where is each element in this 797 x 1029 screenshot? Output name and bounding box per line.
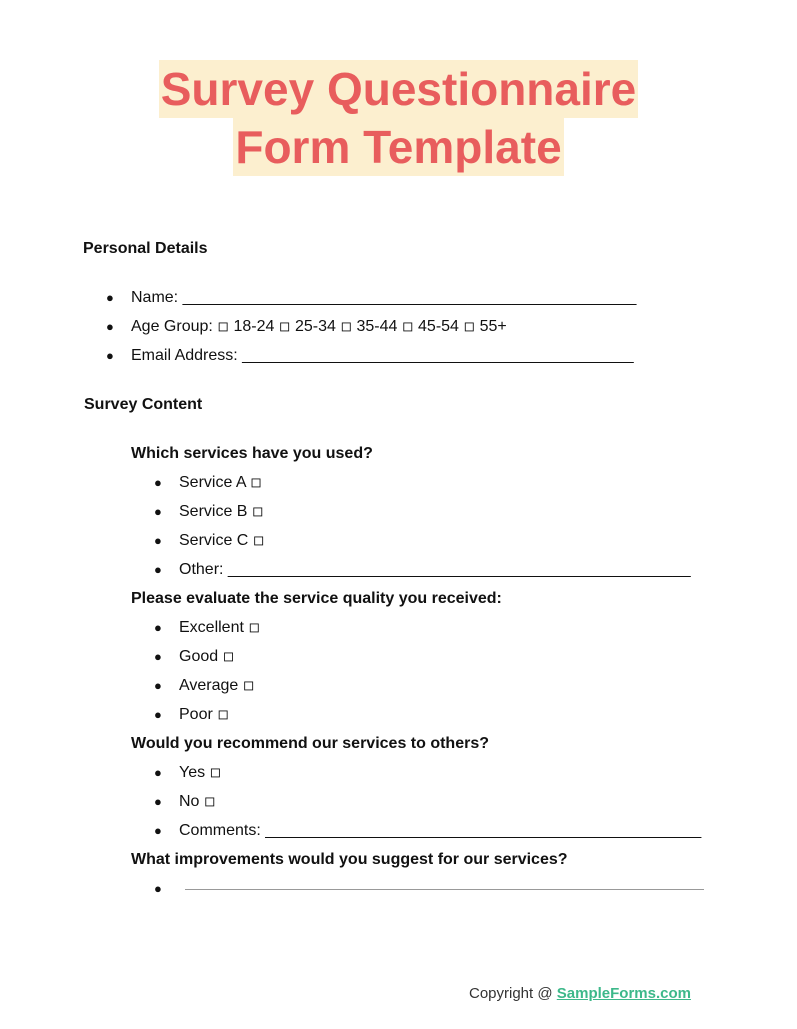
- bullet-icon: ●: [154, 823, 162, 838]
- bullet-icon: ●: [154, 562, 162, 577]
- survey-content-heading: Survey Content: [84, 396, 203, 413]
- question-improvements: What improvements would you suggest for our services?: [131, 851, 568, 868]
- bullet-icon: ●: [154, 707, 162, 722]
- bullet-icon: ●: [106, 348, 114, 363]
- bullet-icon: ●: [154, 649, 162, 664]
- bullet-icon: ●: [154, 533, 162, 548]
- brand-link[interactable]: SampleForms.com: [556, 985, 691, 1002]
- copyright-prefix: Copyright @: [469, 985, 557, 1002]
- option-poor[interactable]: ● Poor ◽: [131, 700, 701, 729]
- answer-blank-line: [185, 889, 704, 890]
- title-line-2: Form Template: [233, 118, 563, 176]
- bullet-icon: ●: [154, 794, 162, 809]
- bullet-icon: ●: [154, 765, 162, 780]
- name-field[interactable]: ● Name: ___________________________________________________: [83, 283, 636, 312]
- bullet-icon: ●: [154, 475, 162, 490]
- document-title: [0, 60, 797, 176]
- option-service-c[interactable]: ● Service C ◽: [131, 526, 701, 555]
- personal-details-list: [83, 283, 636, 370]
- bullet-icon: ●: [154, 881, 162, 896]
- question-recommend: Would you recommend our services to others?: [131, 735, 489, 752]
- improvements-answer-line[interactable]: [131, 874, 701, 903]
- bullet-icon: ●: [154, 620, 162, 635]
- option-average[interactable]: ● Average ◽: [131, 671, 701, 700]
- option-good[interactable]: ● Good ◽: [131, 642, 701, 671]
- option-excellent[interactable]: ● Excellent ◽: [131, 613, 701, 642]
- option-yes[interactable]: ● Yes ◽: [131, 758, 701, 787]
- option-no[interactable]: ● No ◽: [131, 787, 701, 816]
- option-service-b[interactable]: ● Service B ◽: [131, 497, 701, 526]
- age-group-field[interactable]: ● Age Group: ◽ 18-24 ◽ 25-34 ◽ 35-44 ◽ 45-54 ◽ 55+: [83, 312, 636, 341]
- bullet-icon: ●: [106, 290, 114, 305]
- option-service-a[interactable]: ● Service A ◽: [131, 468, 701, 497]
- bullet-icon: ●: [106, 319, 114, 334]
- copyright-footer: [469, 985, 691, 1002]
- question-services-used: Which services have you used?: [131, 445, 373, 462]
- option-other[interactable]: ● Other: ____________________________________________________: [131, 555, 701, 584]
- personal-details-heading: Personal Details: [83, 240, 208, 257]
- option-comments[interactable]: ● Comments: _________________________________________________: [131, 816, 701, 845]
- survey-questions-list: [131, 439, 701, 903]
- title-line-1: Survey Questionnaire: [159, 60, 639, 118]
- bullet-icon: ●: [154, 504, 162, 519]
- email-field[interactable]: ● Email Address: ____________________________________________: [83, 341, 636, 370]
- question-service-quality: Please evaluate the service quality you received:: [131, 590, 502, 607]
- bullet-icon: ●: [154, 678, 162, 693]
